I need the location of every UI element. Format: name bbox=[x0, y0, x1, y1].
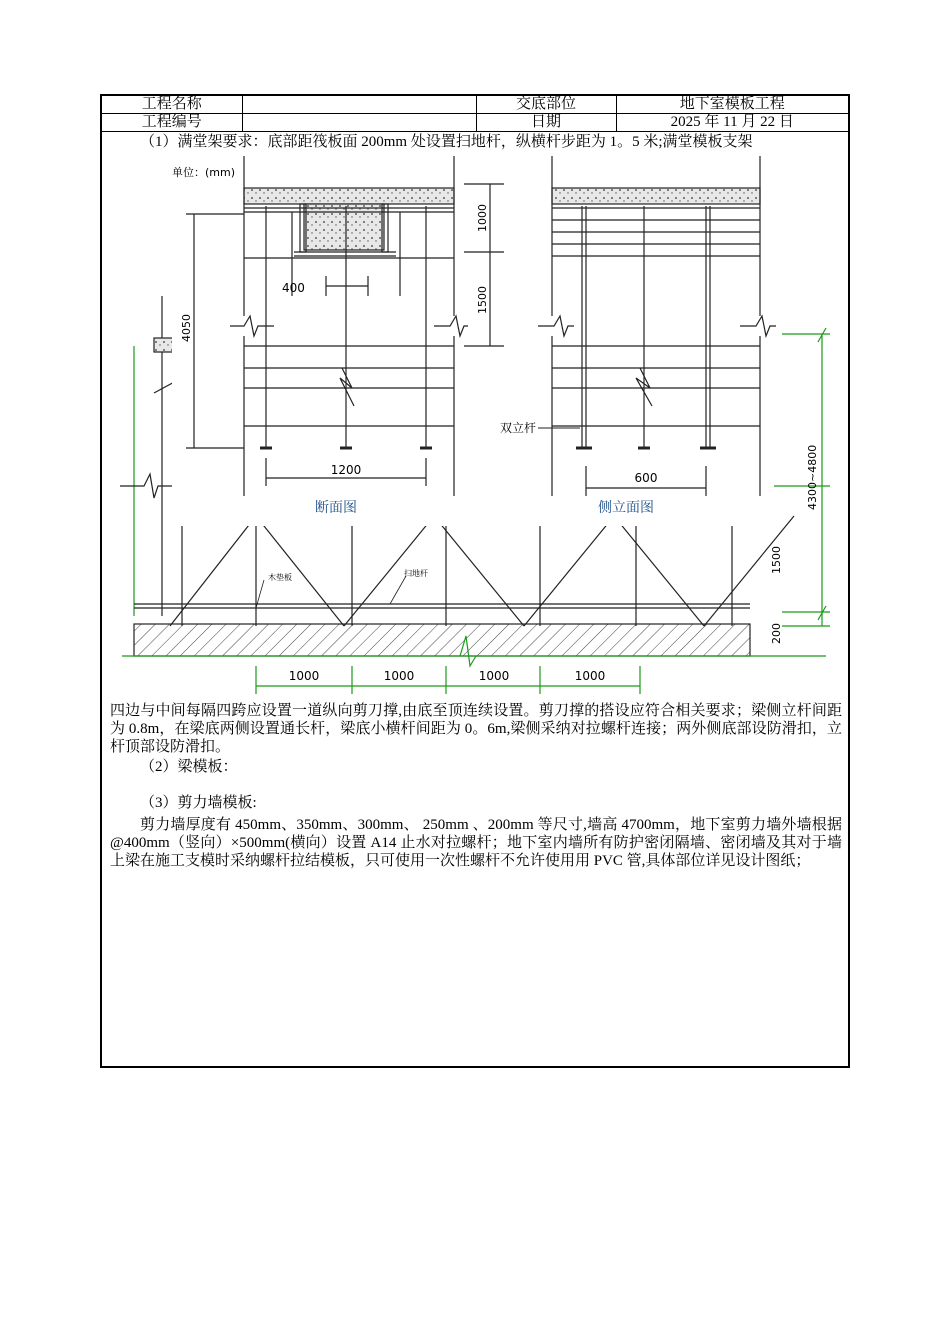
bottom-dim-4: 1000 bbox=[574, 669, 606, 683]
paragraph-shear-wall-details: 剪力墙厚度有 450mm、350mm、300mm、 250mm 、200mm 等尺寸,墙高 4700mm，地下室剪力墙外墙根据@400mm（竖向）×500mm(横向）设置 A14 止水对拉螺杆；地下室内墙所有防护密闭隔墙、密闭墙及其对于墙上梁在施工支模时采纳螺杆拉结模板，只可使用一次性螺杆不允许使用用 PVC 管,具体部位详见设计图纸； bbox=[110, 817, 842, 869]
dim-1500-v: 1500 bbox=[476, 286, 489, 314]
project-no-label: 工程编号 bbox=[102, 114, 242, 132]
double-pole-label: 双立杆 bbox=[500, 421, 537, 435]
bottom-dim-1: 1000 bbox=[288, 669, 320, 683]
paragraph-scaffold-requirements: （1）满堂架要求：底部距筏板面 200mm 处设置扫地杆，纵横杆步距为 1。5 米;满堂模板支架 bbox=[140, 134, 753, 150]
section-caption: 断面图 bbox=[315, 500, 357, 516]
unit-label: 单位：(mm) bbox=[172, 166, 236, 179]
sweep-rod-label: 扫地杆 bbox=[404, 569, 428, 578]
project-no-value bbox=[242, 114, 476, 132]
height-dimension bbox=[774, 328, 830, 626]
bottom-dim-3: 1000 bbox=[478, 669, 510, 683]
dim-4050: 4050 bbox=[180, 314, 193, 342]
project-name-label: 工程名称 bbox=[102, 96, 242, 114]
dim-400: 400 bbox=[282, 281, 305, 295]
dim-1500-low: 1500 bbox=[770, 546, 783, 574]
handover-part-value: 地下室模板工程 bbox=[616, 96, 848, 114]
header-row-1 bbox=[102, 96, 848, 114]
project-name-value bbox=[242, 96, 476, 114]
dim-4300-4800: 4300~4800 bbox=[806, 444, 819, 510]
paragraph-scissor-brace: 四边与中间每隔四跨应设置一道纵向剪刀撑,由底至顶连续设置。剪刀撑的搭设应符合相关要求；梁侧立杆间距为 0.8m，在梁底两侧设置通长杆，梁底小横杆间距为 0。6m,梁侧采纳对拉螺杆连接；两外侧底部设防滑扣，立杆顶部设防滑扣。 bbox=[110, 703, 842, 755]
dim-1200: 1200 bbox=[330, 463, 362, 477]
wood-pad-label: 木垫板 bbox=[268, 573, 292, 582]
date-value: 2025 年 11 月 22 日 bbox=[616, 114, 848, 132]
header-row-2 bbox=[102, 114, 848, 132]
side-caption: 侧立面图 bbox=[598, 500, 654, 516]
dim-600: 600 bbox=[634, 471, 658, 485]
paragraph-beam-formwork: （2）梁模板： bbox=[140, 759, 238, 775]
header-table bbox=[102, 96, 848, 132]
handover-part-label: 交底部位 bbox=[476, 96, 616, 114]
bottom-dim-2: 1000 bbox=[383, 669, 415, 683]
paragraph-shear-wall-title: （3）剪力墙模板: bbox=[140, 795, 257, 811]
scaffold-drawing bbox=[114, 156, 834, 696]
date-label: 日期 bbox=[476, 114, 616, 132]
document-frame bbox=[100, 94, 850, 1068]
dim-1000-v: 1000 bbox=[476, 204, 489, 232]
dim-200: 200 bbox=[770, 623, 783, 644]
